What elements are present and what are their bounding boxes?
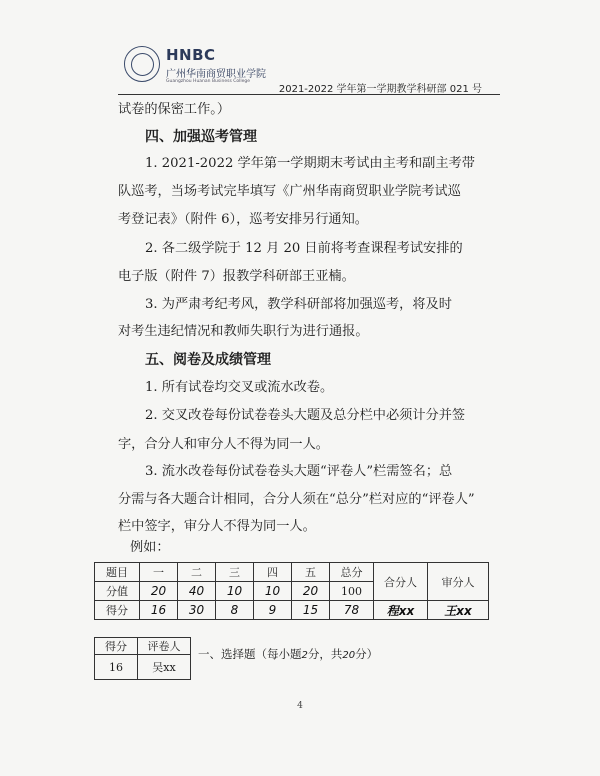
question-title (198, 646, 378, 662)
question-points-each: 2 (301, 650, 308, 661)
table-header-cell: 题目 (95, 563, 140, 582)
logo-abbreviation: HNBC (166, 46, 216, 64)
paragraph-line: 考登记表》（附件 6），巡考安排另行通知。 (118, 212, 368, 227)
table-header-cell: 总分 (330, 563, 374, 582)
college-seal-icon (124, 46, 160, 82)
paragraph-line: 3. 为严肃考纪考风，教学科研部将加强巡考，将及时 (145, 297, 452, 312)
table-cell: 10 (216, 582, 254, 601)
header-divider (118, 94, 500, 95)
grader-box-signature: 吴xx (138, 655, 191, 680)
table-cell: 30 (178, 601, 216, 620)
table-header-cell: 五 (292, 563, 330, 582)
reviewer-signature: 王xx (428, 601, 489, 620)
table-cell: 9 (254, 601, 292, 620)
paragraph-line: 分需与各大题合计相同，合分人须在“总分”栏对应的“评卷人” (118, 492, 475, 507)
combiner-signature: 程xx (374, 601, 428, 620)
table-cell: 8 (216, 601, 254, 620)
grader-box-score: 16 (95, 655, 138, 680)
logo-english-name: Guangzhou Huanan Business College (166, 79, 251, 84)
paragraph-line: 电子版（附件 7）报教学科研部王亚楠。 (118, 269, 355, 284)
grader-box-header: 得分 (95, 638, 138, 655)
paragraph-line: 3. 流水改卷每份试卷卷头大题“评卷人”栏需签名；总 (145, 464, 453, 479)
table-header-cell: 合分人 (374, 563, 428, 601)
grader-box (94, 637, 191, 680)
table-cell: 78 (330, 601, 374, 620)
table-cell: 10 (254, 582, 292, 601)
table-header-cell: 审分人 (428, 563, 489, 601)
paragraph-line: 字，合分人和审分人不得为同一人。 (118, 437, 329, 452)
table-cell: 15 (292, 601, 330, 620)
question-prefix: 一、选择题（每小题 (198, 647, 302, 661)
section-heading-5: 五、阅卷及成绩管理 (145, 352, 271, 368)
table-row-label: 分值 (95, 582, 140, 601)
paragraph-line: 对考生违纪情况和教师失职行为进行通报。 (118, 324, 369, 339)
section-heading-4: 四、加强巡考管理 (145, 129, 257, 145)
table-row (95, 601, 489, 620)
paragraph-line: 队巡考，当场考试完毕填写《广州华南商贸职业学院考试巡 (118, 184, 461, 199)
document-number: 2021-2022 学年第一学期教学科研部 021 号 (278, 84, 482, 95)
question-points-total: 20 (342, 650, 356, 661)
table-header-row (95, 563, 489, 582)
table-cell: 20 (292, 582, 330, 601)
table-cell: 100 (330, 582, 374, 601)
table-row-label: 得分 (95, 601, 140, 620)
paragraph-line: 1. 所有试卷均交叉或流水改卷。 (145, 380, 334, 395)
paragraph-line: 试卷的保密工作。） (118, 102, 231, 117)
table-header-cell: 四 (254, 563, 292, 582)
table-header-cell: 二 (178, 563, 216, 582)
grader-box-header: 评卷人 (138, 638, 191, 655)
table-header-cell: 一 (140, 563, 178, 582)
table-header-cell: 三 (216, 563, 254, 582)
paragraph-line: 2. 各二级学院于 12 月 20 日前将考查课程考试安排的 (145, 241, 463, 256)
table-cell: 20 (140, 582, 178, 601)
paragraph-line: 1. 2021-2022 学年第一学期期末考试由主考和副主考带 (145, 156, 475, 171)
page-number: 4 (297, 701, 303, 711)
table-cell: 16 (140, 601, 178, 620)
question-middle: 分，共 (307, 647, 343, 661)
paragraph-line: 栏中签字，审分人不得为同一人。 (118, 519, 316, 534)
score-table (94, 562, 489, 620)
table-cell: 40 (178, 582, 216, 601)
question-suffix: 分） (355, 647, 379, 661)
example-label: 例如： (130, 540, 170, 555)
paragraph-line: 2. 交叉改卷每份试卷卷头大题及总分栏中必须计分并签 (145, 408, 466, 423)
logo-chinese-name: 广州华南商贸职业学院 (166, 69, 266, 80)
